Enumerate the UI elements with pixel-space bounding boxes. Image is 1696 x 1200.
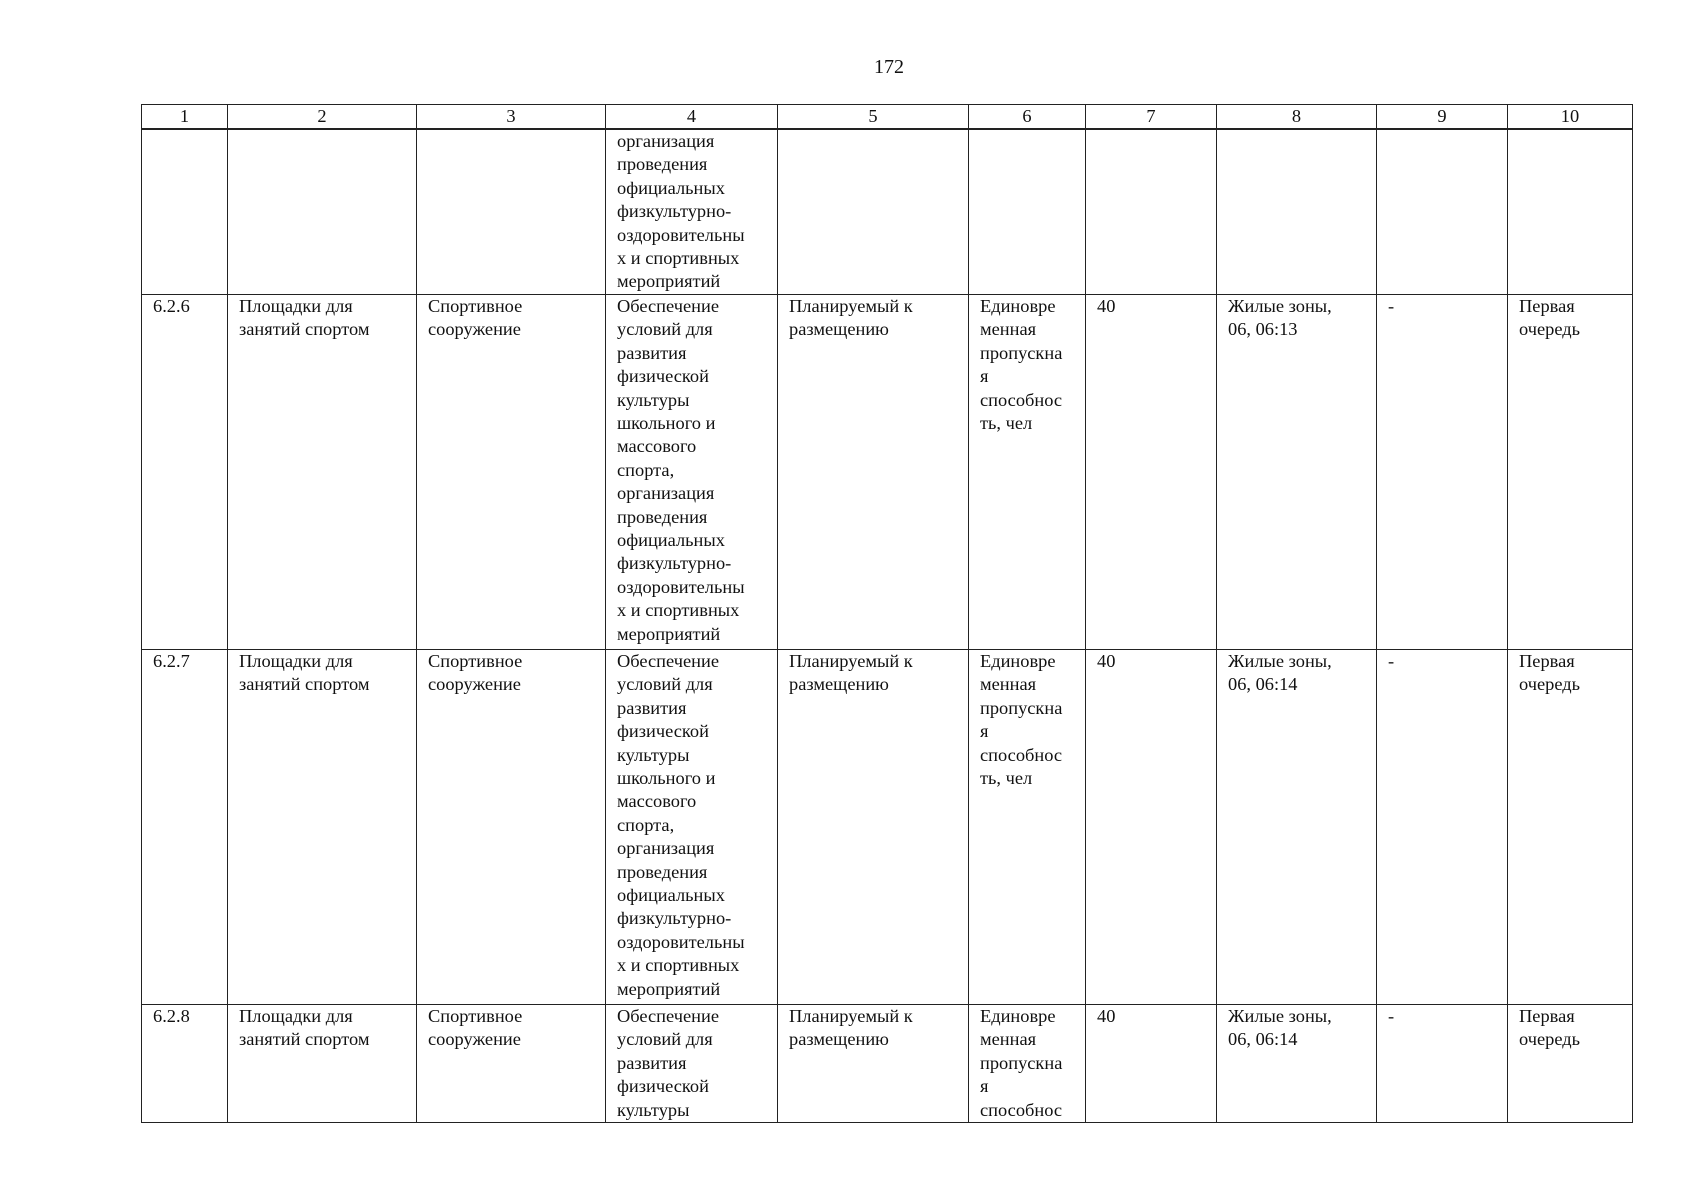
cell-value: [1086, 295, 1217, 650]
cell-stage: [1508, 295, 1633, 650]
cell-text-line: очередь: [1519, 319, 1580, 340]
cell-text-line: -: [1388, 1006, 1395, 1026]
cell-text-line: физической: [617, 721, 709, 742]
cell-text-line: школьного и: [617, 768, 716, 789]
cell-text-line: х и спортивных: [617, 955, 740, 976]
cell-status: [778, 295, 969, 650]
cell-object-purpose: [606, 295, 778, 650]
column-header: 2: [228, 105, 417, 130]
cell-characteristic: [969, 129, 1086, 295]
cell-text-line: Спортивное: [428, 651, 523, 671]
cell-text-line: школьного и: [617, 413, 716, 434]
cell-location: [1217, 295, 1377, 650]
table-row: [142, 129, 1633, 295]
cell-text-line: Жилые зоны,: [1228, 1006, 1332, 1026]
table-row: [142, 1005, 1633, 1123]
page-number: 172: [874, 56, 904, 78]
cell-text-line: мероприятий: [617, 623, 721, 644]
column-header: 5: [778, 105, 969, 130]
cell-text-line: спорта,: [617, 814, 675, 835]
cell-text-line: Обеспечение: [617, 651, 719, 671]
cell-stage: [1508, 650, 1633, 1005]
cell-text-line: занятий спортом: [239, 319, 370, 340]
cell-location: [1217, 650, 1377, 1005]
cell-text-line: х и спортивных: [617, 248, 740, 269]
cell-text-line: менная: [980, 319, 1037, 340]
cell-text-line: культуры: [617, 1099, 690, 1120]
cell-text-line: Планируемый к: [789, 1006, 913, 1026]
cell-text-line: условий для: [617, 319, 713, 340]
cell-text-line: занятий спортом: [239, 1029, 370, 1050]
cell-text-line: 6.2.8: [153, 1006, 190, 1026]
column-header: 1: [142, 105, 228, 130]
cell-object-name: [228, 1005, 417, 1123]
cell-text-line: пропускна: [980, 342, 1063, 363]
cell-text-line: я: [980, 1076, 989, 1097]
cell-text-line: культуры: [617, 744, 690, 765]
cell-text-line: физкультурно-: [617, 553, 732, 574]
cell-stage: [1508, 129, 1633, 295]
cell-text-line: развития: [617, 697, 687, 718]
cell-item-number: [142, 650, 228, 1005]
cell-text-line: Планируемый к: [789, 651, 913, 671]
cell-location: [1217, 129, 1377, 295]
cell-text-line: Обеспечение: [617, 1006, 719, 1026]
cell-text-line: мероприятий: [617, 978, 721, 999]
cell-text-line: условий для: [617, 674, 713, 695]
cell-text-line: размещению: [789, 319, 889, 340]
data-table: [141, 104, 1633, 1123]
cell-text-line: ть, чел: [980, 768, 1033, 789]
cell-text-line: сооружение: [428, 1029, 521, 1050]
cell-text-line: 6.2.7: [153, 651, 190, 671]
cell-text-line: массового: [617, 436, 697, 457]
cell-text-line: оздоровительны: [617, 576, 745, 597]
cell-text-line: культуры: [617, 389, 690, 410]
cell-text-line: Спортивное: [428, 1006, 523, 1026]
table-body: [142, 129, 1633, 1123]
cell-text-line: очередь: [1519, 674, 1580, 695]
cell-text-line: менная: [980, 1029, 1037, 1050]
cell-object-type: [417, 129, 606, 295]
cell-text-line: Планируемый к: [789, 296, 913, 316]
cell-text-line: Первая: [1519, 651, 1575, 671]
cell-characteristic: [969, 1005, 1086, 1123]
table-row: [142, 650, 1633, 1005]
cell-text-line: 06, 06:14: [1228, 1029, 1298, 1050]
table-row: [142, 295, 1633, 650]
cell-text-line: 40: [1097, 1006, 1116, 1026]
cell-status: [778, 129, 969, 295]
cell-text-line: Первая: [1519, 296, 1575, 316]
cell-text-line: 06, 06:13: [1228, 319, 1298, 340]
cell-object-purpose: [606, 1005, 778, 1123]
cell-text-line: ть, чел: [980, 413, 1033, 434]
cell-item-number: [142, 295, 228, 650]
cell-object-name: [228, 295, 417, 650]
cell-characteristic: [969, 295, 1086, 650]
cell-text-line: Единовре: [980, 296, 1056, 316]
cell-location: [1217, 1005, 1377, 1123]
cell-text-line: Спортивное: [428, 296, 523, 316]
cell-text-line: очередь: [1519, 1029, 1580, 1050]
cell-status: [778, 650, 969, 1005]
cell-text-line: Площадки для: [239, 651, 353, 671]
cell-text-line: я: [980, 366, 989, 387]
cell-item-number: [142, 129, 228, 295]
cell-object-type: [417, 1005, 606, 1123]
cell-text-line: проведения: [617, 506, 708, 527]
cell-text-line: официальных: [617, 177, 725, 198]
cell-object-type: [417, 295, 606, 650]
cell-value: [1086, 1005, 1217, 1123]
cell-value: [1086, 650, 1217, 1005]
cell-text-line: способнос: [980, 389, 1063, 410]
cell-text-line: менная: [980, 674, 1037, 695]
cell-text-line: Площадки для: [239, 1006, 353, 1026]
cell-characteristic: [969, 650, 1086, 1005]
cell-protection-zone: [1377, 295, 1508, 650]
cell-text-line: 40: [1097, 296, 1116, 316]
column-header: 8: [1217, 105, 1377, 130]
cell-text-line: х и спортивных: [617, 600, 740, 621]
cell-text-line: массового: [617, 791, 697, 812]
cell-text-line: 40: [1097, 651, 1116, 671]
cell-text-line: способнос: [980, 1099, 1063, 1120]
cell-text-line: развития: [617, 342, 687, 363]
cell-text-line: развития: [617, 1052, 687, 1073]
cell-text-line: пропускна: [980, 697, 1063, 718]
cell-text-line: 6.2.6: [153, 296, 190, 316]
cell-object-purpose: [606, 650, 778, 1005]
cell-text-line: физической: [617, 366, 709, 387]
cell-text-line: физкультурно-: [617, 201, 732, 222]
cell-text-line: проведения: [617, 861, 708, 882]
cell-text-line: официальных: [617, 530, 725, 551]
cell-text-line: пропускна: [980, 1052, 1063, 1073]
cell-text-line: мероприятий: [617, 271, 721, 292]
cell-text-line: оздоровительны: [617, 931, 745, 952]
cell-text-line: официальных: [617, 885, 725, 906]
cell-protection-zone: [1377, 1005, 1508, 1123]
cell-protection-zone: [1377, 129, 1508, 295]
cell-text-line: сооружение: [428, 319, 521, 340]
cell-text-line: размещению: [789, 1029, 889, 1050]
cell-text-line: я: [980, 721, 989, 742]
cell-value: [1086, 129, 1217, 295]
cell-text-line: организация: [617, 131, 715, 151]
cell-text-line: организация: [617, 838, 715, 859]
table-header-row: [142, 105, 1633, 130]
cell-text-line: способнос: [980, 744, 1063, 765]
cell-text-line: Жилые зоны,: [1228, 296, 1332, 316]
cell-protection-zone: [1377, 650, 1508, 1005]
cell-text-line: оздоровительны: [617, 224, 745, 245]
cell-object-name: [228, 129, 417, 295]
cell-stage: [1508, 1005, 1633, 1123]
cell-text-line: Площадки для: [239, 296, 353, 316]
cell-text-line: спорта,: [617, 459, 675, 480]
cell-text-line: условий для: [617, 1029, 713, 1050]
column-header: 10: [1508, 105, 1633, 130]
column-header: 6: [969, 105, 1086, 130]
cell-text-line: -: [1388, 651, 1395, 671]
cell-text-line: Жилые зоны,: [1228, 651, 1332, 671]
cell-text-line: физкультурно-: [617, 908, 732, 929]
cell-object-purpose: [606, 129, 778, 295]
cell-text-line: 06, 06:14: [1228, 674, 1298, 695]
cell-text-line: проведения: [617, 154, 708, 175]
cell-text-line: Единовре: [980, 1006, 1056, 1026]
cell-text-line: Первая: [1519, 1006, 1575, 1026]
column-header: 7: [1086, 105, 1217, 130]
cell-object-name: [228, 650, 417, 1005]
column-header: 3: [417, 105, 606, 130]
column-header: 9: [1377, 105, 1508, 130]
cell-text-line: сооружение: [428, 674, 521, 695]
cell-item-number: [142, 1005, 228, 1123]
cell-text-line: размещению: [789, 674, 889, 695]
cell-object-type: [417, 650, 606, 1005]
cell-text-line: физической: [617, 1076, 709, 1097]
cell-text-line: занятий спортом: [239, 674, 370, 695]
column-header: 4: [606, 105, 778, 130]
cell-text-line: организация: [617, 483, 715, 504]
cell-text-line: -: [1388, 296, 1395, 316]
cell-text-line: Единовре: [980, 651, 1056, 671]
cell-status: [778, 1005, 969, 1123]
cell-text-line: Обеспечение: [617, 296, 719, 316]
